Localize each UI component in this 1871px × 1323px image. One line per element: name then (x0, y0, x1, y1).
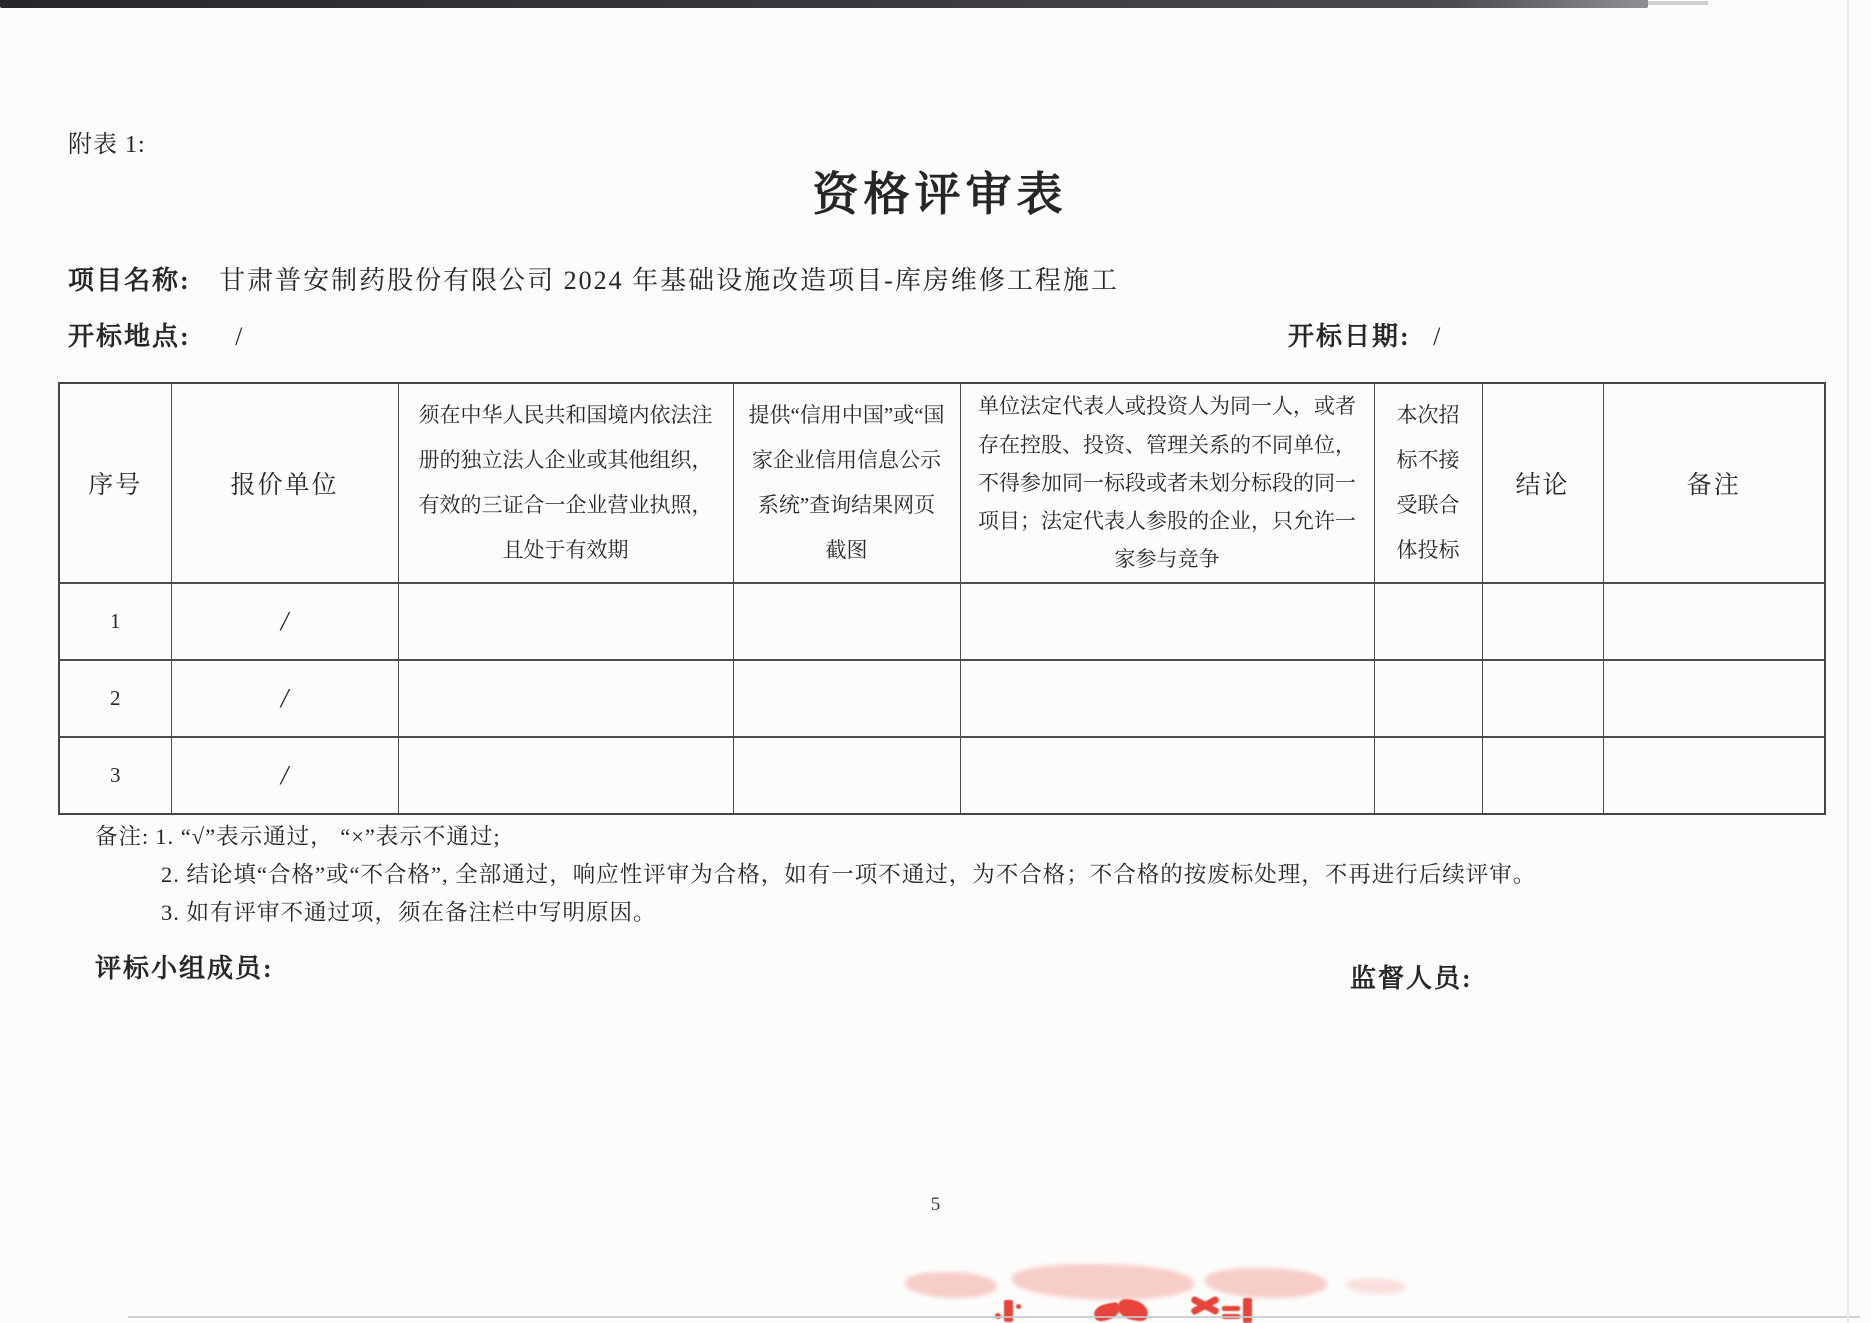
cell-conclusion (1482, 737, 1603, 814)
col-header-registration: 须在中华人民共和国境内依法注册的独立法人企业或其他组织，有效的三证合一企业营业执照，且处于有效期 (398, 383, 733, 583)
stamp-glyph-fragment (1016, 1304, 1021, 1309)
bid-location-label: 开标地点: (68, 322, 191, 351)
cell-credit (733, 737, 960, 814)
page-title: 资格评审表 (812, 169, 1068, 220)
cell-remark (1603, 583, 1825, 660)
cell-seq: 3 (59, 737, 171, 814)
cell-bidder: / (171, 737, 398, 814)
bid-location-line (68, 316, 242, 353)
cell-legal-rep (960, 583, 1374, 660)
bid-date-value: / (1433, 322, 1441, 351)
stamp-glyph-fragment (1222, 1306, 1240, 1311)
stamp-glyph-fragment (1243, 1298, 1252, 1323)
cell-conclusion (1482, 660, 1603, 737)
table-row (59, 660, 1825, 737)
note-line-1 (95, 818, 1536, 856)
cell-bidder: / (171, 583, 398, 660)
page-number: 5 (930, 1194, 941, 1215)
cell-seq: 1 (59, 583, 171, 660)
cell-registration (398, 737, 733, 814)
supervisor-label: 监督人员: (1350, 964, 1473, 993)
note-item-1: 1. “√”表示通过， “×”表示不通过; (155, 824, 501, 849)
scan-edge-top (0, 0, 1648, 8)
note-item-3: 3. 如有评审不通过项，须在备注栏中写明原因。 (161, 900, 657, 925)
cell-credit (733, 660, 960, 737)
table-header-row (59, 383, 1825, 583)
stamp-glyph-fragment (1004, 1300, 1013, 1322)
scan-edge-top-tail (1648, 1, 1708, 5)
attachment-label: 附表 1: (68, 132, 146, 158)
cell-legal-rep (960, 737, 1374, 814)
table-row (59, 737, 1825, 814)
col-header-credit-check: 提供“信用中国”或“国家企业信用信息公示系统”查询结果网页截图 (733, 383, 960, 583)
cell-no-consortium (1374, 583, 1482, 660)
cell-bidder: / (171, 660, 398, 737)
stamp-smudge (1346, 1278, 1406, 1294)
col-header-bidder: 报价单位 (171, 383, 398, 583)
stamp-smudge (1205, 1268, 1327, 1298)
scan-edge-bottom (128, 1316, 1860, 1318)
project-name-value: 甘肃普安制药股份有限公司 2024 年基础设施改造项目-库房维修工程施工 (219, 266, 1119, 295)
stamp-glyph-fragment (1093, 1301, 1122, 1322)
table-row (59, 583, 1825, 660)
col-header-remark: 备注 (1603, 383, 1825, 583)
notes-block (95, 818, 1536, 932)
col-header-no-consortium: 本次招标不接受联合体投标 (1374, 383, 1482, 583)
stamp-smudge (1012, 1264, 1194, 1300)
cell-legal-rep (960, 660, 1374, 737)
stamp-smudge (905, 1272, 997, 1298)
stamp-glyph-fragment (1117, 1298, 1149, 1322)
notes-label: 备注: (95, 824, 150, 849)
col-header-conclusion: 结论 (1482, 383, 1603, 583)
cell-conclusion (1482, 583, 1603, 660)
col-header-legal-rep: 单位法定代表人或投资人为同一人，或者存在控股、投资、管理关系的不同单位，不得参加同一标段或者未划分标段的同一项目；法定代表人参股的企业，只允许一家参与竞争 (960, 383, 1374, 583)
cell-registration (398, 583, 733, 660)
note-item-2: 2. 结论填“合格”或“不合格”, 全部通过，响应性评审为合格，如有一项不通过，为不合格；不合格的按废标处理，不再进行后续评审。 (161, 862, 1537, 887)
col-header-seq: 序号 (59, 383, 171, 583)
qualification-review-table (58, 382, 1826, 815)
bid-date-label: 开标日期: (1288, 322, 1411, 351)
cell-remark (1603, 737, 1825, 814)
bid-location-value: / (235, 322, 243, 351)
bid-date-line (1288, 316, 1440, 353)
cell-registration (398, 660, 733, 737)
cell-no-consortium (1374, 737, 1482, 814)
cell-remark (1603, 660, 1825, 737)
cell-no-consortium (1374, 660, 1482, 737)
project-name-line (68, 260, 1119, 297)
evaluation-committee-label: 评标小组成员: (95, 954, 274, 983)
scan-edge-right (1847, 0, 1849, 1323)
project-name-label: 项目名称: (68, 266, 191, 295)
cell-seq: 2 (59, 660, 171, 737)
note-line-3 (95, 894, 1536, 932)
cell-credit (733, 583, 960, 660)
note-line-2 (95, 856, 1536, 894)
